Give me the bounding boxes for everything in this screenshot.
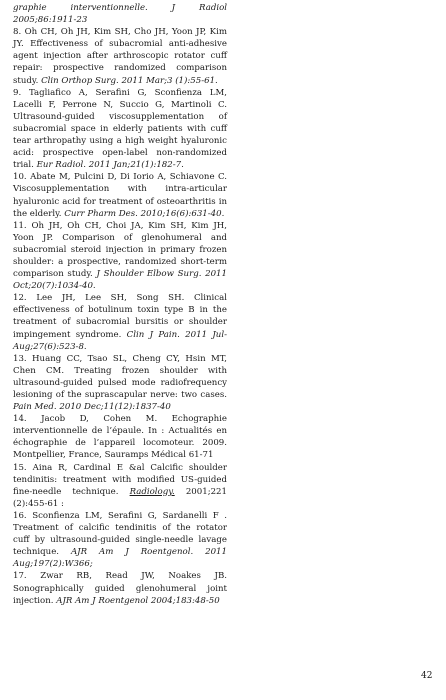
- reference-item: [13, 413, 227, 461]
- reference-text: 9. Tagliafico A, Serafini G, Sconfienza LM, Lacelli F, Perrone N, Succio G, Martinoli C. Ultrasound-guided viscosupplementation of subacromial space in elderly patients with cuff tear arthropathy using a high weight hyaluronic acid: prospective open-label non-randomized trial.: [13, 87, 227, 171]
- reference-list: [13, 2, 227, 607]
- reference-text: 11. Oh JH, Oh CH, Choi JA, Kim SH, Kim JH, Yoon JP. Comparison of glenohumeral and subacromial steroid injection in primary frozen shoulder: a prospective, randomized short-term comparison study.: [13, 220, 227, 280]
- reference-source: Pain Med. 2010 Dec;11(12):1837-40: [13, 402, 171, 413]
- reference-item: [13, 353, 227, 413]
- page-number: 42: [421, 671, 433, 681]
- reference-item: [13, 292, 227, 352]
- reference-source: graphie interventionnelle. J Radiol 2005;86:1911-23: [13, 3, 227, 26]
- reference-text: 16. Sconfienza LM, Serafini G, Sardanelli F . Treatment of calcific tendinitis of the rotator cuff by ultrasound-guided single-needle lavage technique.: [13, 510, 227, 558]
- reference-source: J Shoulder Elbow Surg. 2011 Oct;20(7):1034-40.: [13, 269, 227, 292]
- reference-item: [13, 87, 227, 172]
- reference-text: 12. Lee JH, Lee SH, Song SH. Clinical effectiveness of botulinum toxin type B in the treatment of subacromial bursitis or shoulder impingement syndrome.: [13, 293, 227, 340]
- reference-item: [13, 570, 227, 606]
- reference-source: Curr Pharm Des. 2010;16(6):631-40.: [64, 208, 225, 219]
- reference-item: [13, 171, 227, 219]
- reference-text: 15. Aina R, Cardinal E &al Calcific shoulder tendinitis: treatment with modified US-guided fine-needle technique.: [13, 462, 227, 497]
- reference-item: [13, 26, 227, 86]
- reference-source: Clin Orthop Surg. 2011 Mar;3 (1):55-61.: [41, 75, 218, 86]
- reference-text: 14. Jacob D, Cohen M. Echographie interventionnelle de l’épaule. In : Actualités en échographie de l’appareil locomoteur. 2009. Montpellier, France, Sauramps Médical 61-71: [13, 414, 227, 461]
- reference-text: 8. Oh CH, Oh JH, Kim SH, Cho JH, Yoon JP, Kim JY. Effectiveness of subacromial anti-adhesive agent injection after arthroscopic rotator cuff repair: prospective randomized comparison study.: [13, 27, 227, 86]
- reference-item: [13, 2, 227, 26]
- reference-source: AJR Am J Roentgenol. 2011 Aug;197(2):W366;: [13, 547, 227, 570]
- reference-source: Clin J Pain. 2011 Jul-Aug;27(6):523-8.: [13, 329, 227, 352]
- reference-text: 17. Zwar RB, Read JW, Noakes JB. Sonographically guided glenohumeral joint injection.: [13, 571, 227, 606]
- reference-source: AJR Am J Roentgenol 2004;183:48-50: [56, 595, 220, 606]
- reference-tail: 2001;221 (2):455-61 :: [13, 486, 227, 509]
- reference-source: Eur Radiol. 2011 Jan;21(1):182-7.: [36, 160, 184, 171]
- reference-item: [13, 462, 227, 510]
- reference-item: [13, 510, 227, 570]
- reference-source: Radiology.: [129, 486, 175, 497]
- reference-text: 10. Abate M, Pulcini D, Di Iorio A, Schiavone C. Viscosupplementation with intra-articular hyaluronic acid for treatment of osteoarthritis in the elderly.: [13, 172, 227, 219]
- reference-text: 13. Huang CC, Tsao SL, Cheng CY, Hsin MT, Chen CM. Treating frozen shoulder with ultrasound-guided pulsed mode radiofrequency lesioning of the suprascapular nerve: two cases.: [13, 353, 227, 400]
- reference-item: [13, 220, 227, 293]
